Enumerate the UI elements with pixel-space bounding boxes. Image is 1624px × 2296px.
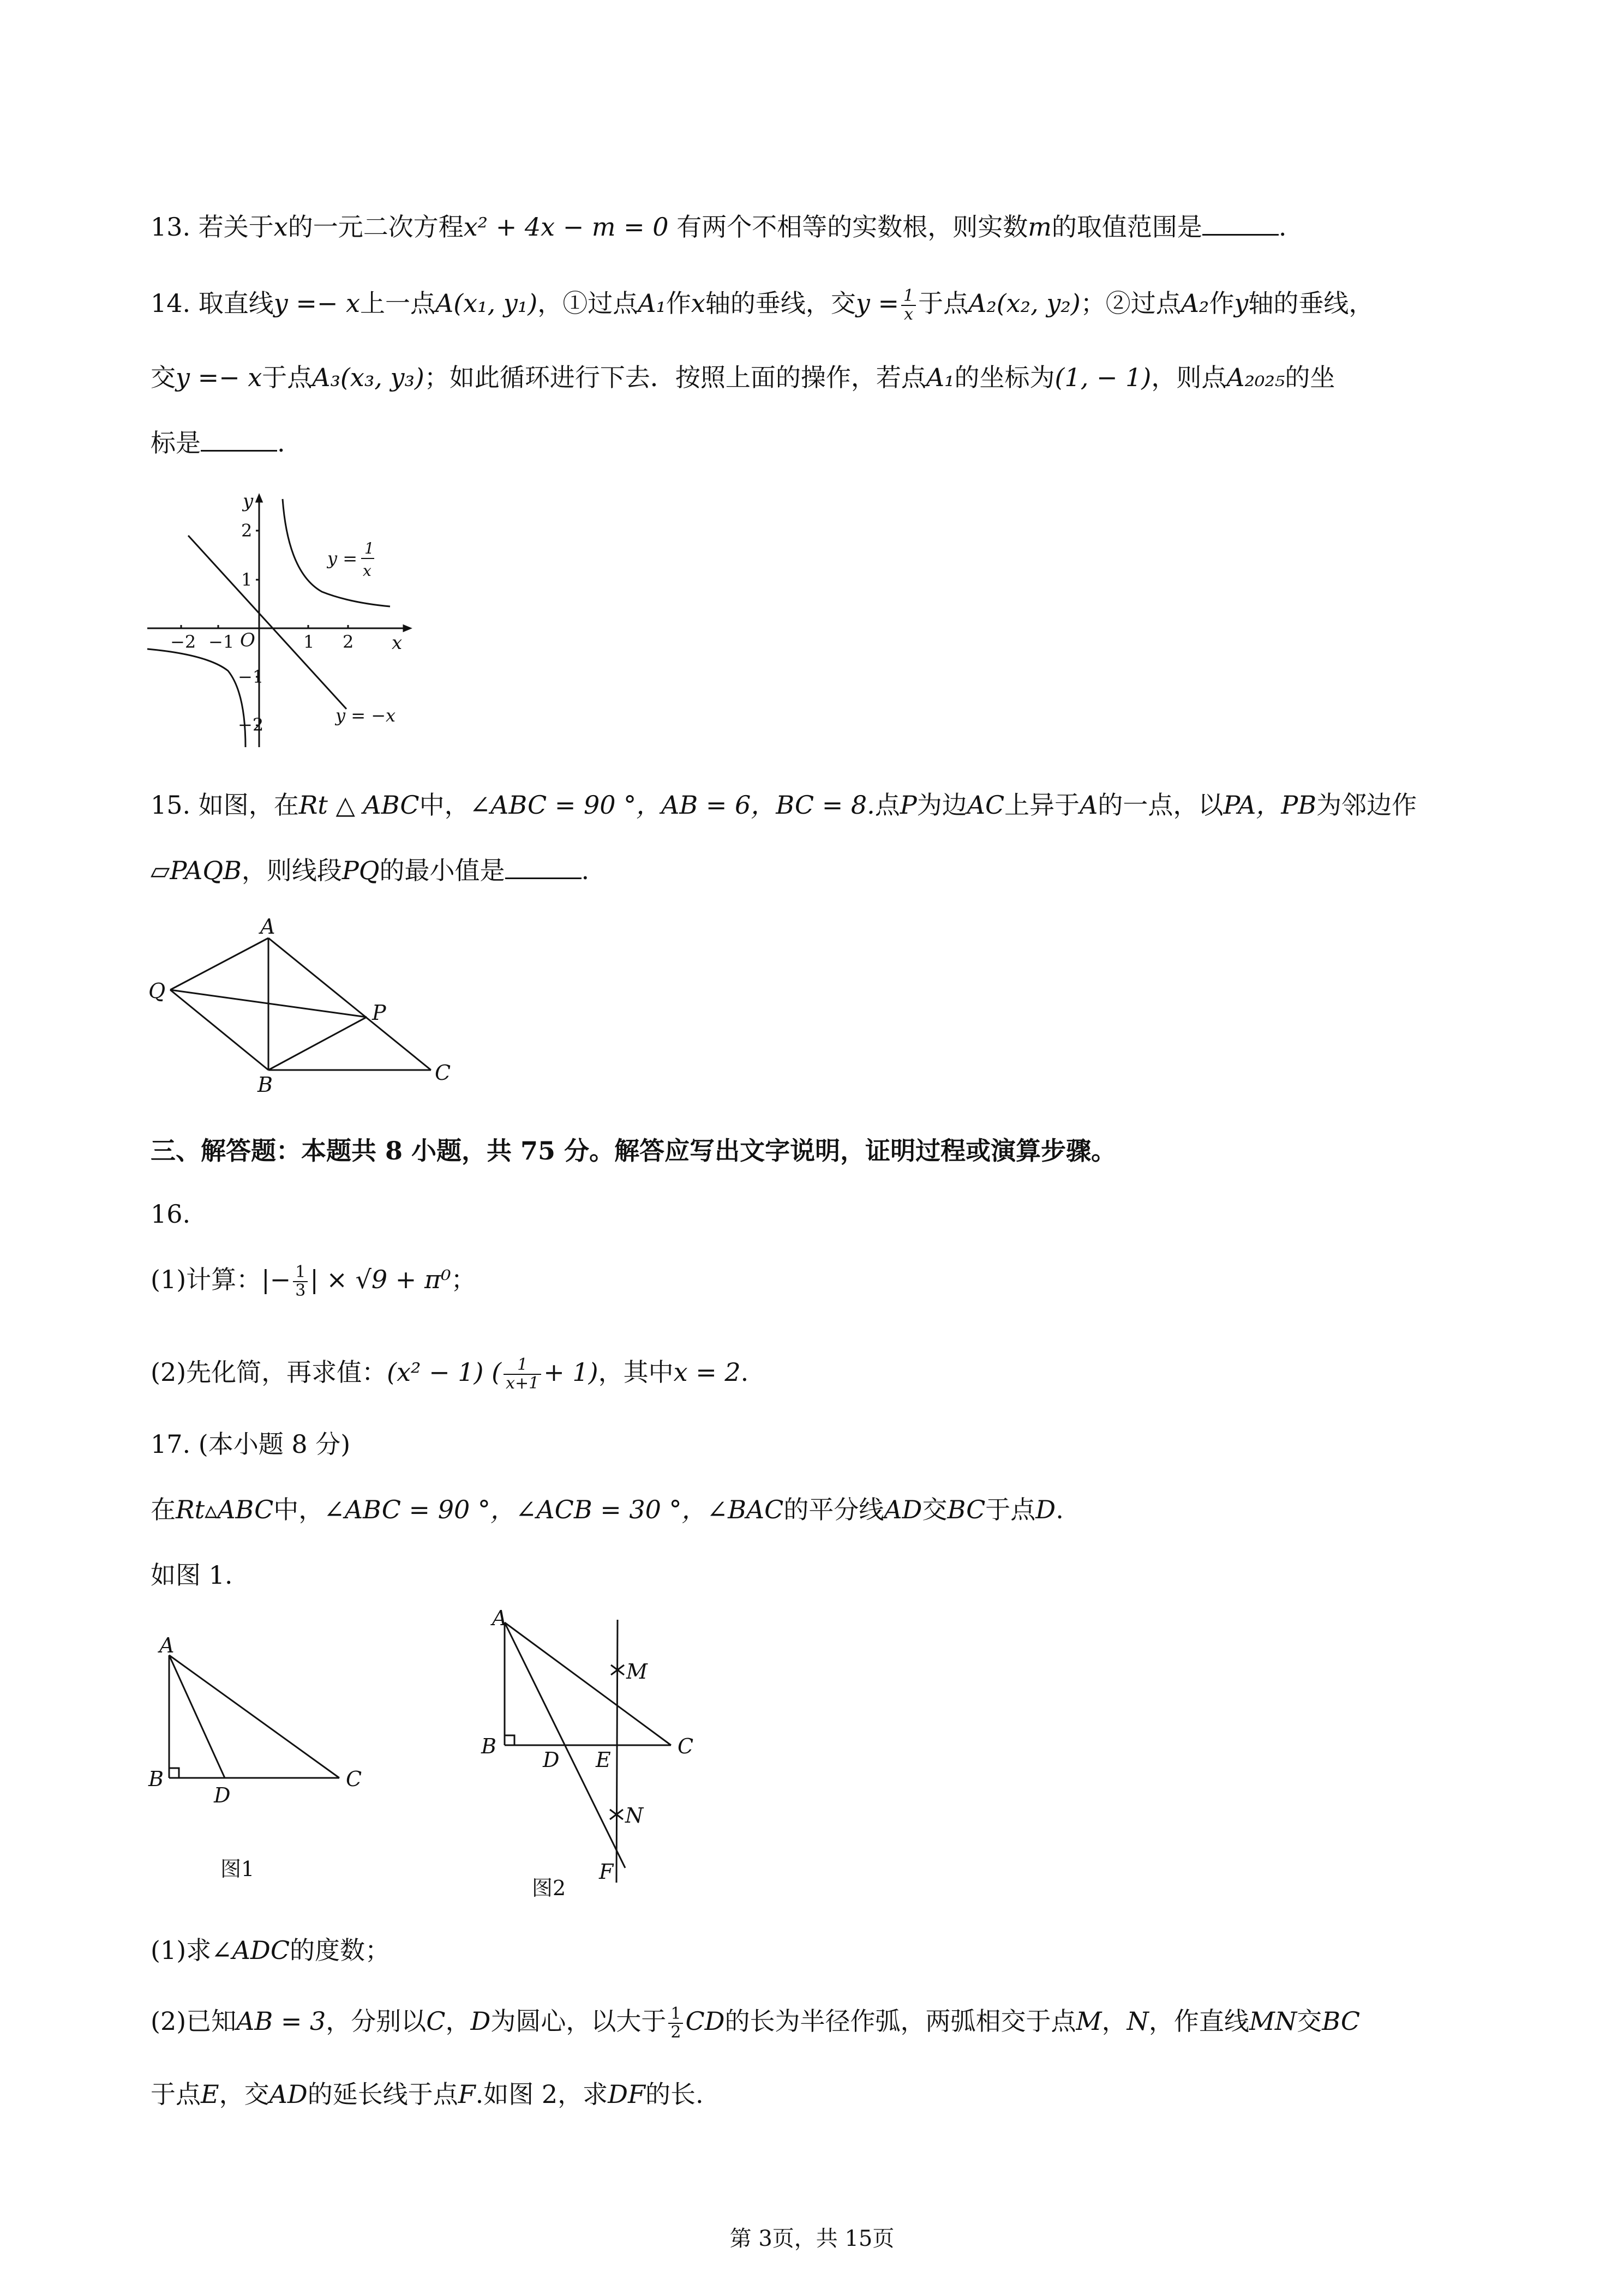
answer-blank[interactable] [505,855,582,879]
q14-math: A₁ [926,363,955,392]
q17-text: ， [445,2006,471,2036]
q14-text: ，①过点 [537,288,638,318]
point-B-label: B [481,1734,496,1758]
q17-text: 的平分线 [783,1495,884,1524]
frac-den: x [904,305,913,324]
frac-den: 3 [295,1281,306,1300]
q13-end: . [1278,212,1287,242]
origin-label: O [240,629,255,651]
q16-fraction [504,1356,541,1392]
q17-text: 的长. [645,2079,704,2109]
q17-text: ，分别以 [326,2006,427,2036]
point-F-label: F [599,1860,614,1884]
q14-fraction [901,287,916,323]
q16-text: (2)先化简，再求值： [151,1357,387,1387]
q17-math: AB = 3 [236,2006,326,2036]
q14-line-1 [151,287,1374,323]
q16-math: x = 2 [673,1357,741,1387]
point-C-label: C [346,1767,362,1791]
q17-math: ∠ADC [211,1936,290,1965]
section-heading [151,1134,1116,1167]
q14-math: y [1234,288,1249,318]
q14-math: (1, − 1) [1054,363,1152,392]
tick-label: −1 [208,632,235,652]
point-A-label: A [159,1633,175,1657]
q16-text: (1)计算： [151,1265,262,1294]
q17-line-1 [151,1493,1064,1526]
section-heading-text: 三、解答题：本题共 8 小题，共 75 分。解答应写出文字说明，证明过程或演算步骤。 [151,1136,1117,1165]
y-axis-arrow [256,495,262,502]
q15-text: 中， [419,790,470,820]
q17-text: ，作直线 [1148,2006,1249,2036]
q14-text: 于点 [918,288,969,318]
q15-end: . [581,856,590,885]
q17-math: F [458,2079,476,2109]
right-angle-mark [169,1768,179,1778]
q17-head: 17. (本小题 8 分) [151,1429,351,1459]
q14-text: 14. 取直线 [151,288,274,318]
q14-text: 作 [1209,288,1235,318]
q17-math: E [201,2079,219,2109]
q16-text: ，其中 [598,1357,674,1387]
q13-text: 有两个不相等的实数根，则实数 [668,212,1028,242]
q14-text: 轴的垂线，交 [705,288,856,318]
line-label: y = −x [335,705,396,726]
point-D-label: D [214,1783,231,1807]
q16-math: |− [261,1265,291,1294]
q17-math: N [1126,2006,1149,2036]
q14-graph [142,491,426,753]
q17-math: DF [608,2079,645,2109]
q15-text: 的一点，以 [1098,790,1224,820]
q13-line [151,211,1286,243]
q17-text: ，交 [219,2079,269,2109]
point-N-label: N [625,1804,644,1828]
figure-caption: 图1 [220,1857,255,1881]
q17-figure-1 [143,1631,372,1887]
point-B-label: B [257,1073,273,1096]
q17-math: CD [685,2006,725,2036]
q14-text: 轴的垂线， [1248,288,1374,318]
q15-math: A [1080,790,1098,820]
figure-caption: 图2 [532,1876,566,1898]
q17-math: AD [884,1495,922,1524]
q16-num: 16. [151,1199,191,1229]
q17-math: C [426,2006,446,2036]
q15-math: ▱PAQB [151,856,242,885]
q17-text: 在 [151,1495,176,1524]
point-C-label: C [678,1734,694,1758]
q14-math: y =− x [273,288,361,318]
q14-math: A₂ [1180,288,1209,318]
q17-math: ∠ABC = 90 °，∠ACB = 30 °，∠BAC [323,1495,784,1524]
q13-text: 13. 若关于 [151,212,274,242]
q13-var-x: x [273,212,288,242]
q14-math: A₁ [638,288,666,318]
q17-math: MN [1249,2006,1297,2036]
frac-num: 1 [668,2005,683,2024]
q17-text: 的度数； [290,1936,391,1965]
q14-text: 于点 [262,363,313,392]
frac-den: 2 [670,2023,681,2042]
q17-line-2 [151,1559,233,1591]
point-A-label: A [260,916,275,939]
q15-math: PQ [341,856,380,885]
q14-math: y = [855,288,899,318]
q14-text: 的坐标为 [954,363,1055,392]
q14-math: A₃(x₃, y₃) [312,363,424,392]
curve-label-den: x [363,562,371,580]
point-A-label: A [492,1606,507,1630]
q16-math: + 1) [543,1357,598,1387]
q17-math: D [470,2006,491,2036]
q13-text: 的一元二次方程 [287,212,464,242]
q14-text: 标是 [151,428,201,458]
segment-AC [169,1655,339,1778]
q17-part-1 [151,1934,390,1967]
segment-QA [170,938,268,990]
q17-text: (2)已知 [151,2006,237,2036]
q16-fraction [293,1264,308,1300]
point-Q-label: Q [148,979,166,1003]
q17-text: 如图 1. [151,1560,233,1590]
q17-math: Rt▵ABC [176,1495,274,1524]
q17-text: 交 [922,1495,948,1524]
q14-text: 上一点 [360,288,436,318]
q17-figure-2 [480,1603,720,1898]
answer-blank[interactable] [201,427,277,452]
q15-math: P [900,790,917,820]
q14-end: . [277,428,285,458]
frac-num: 1 [901,287,916,306]
q17-math: AD [269,2079,308,2109]
q15-text: ，则线段 [241,856,342,885]
x-axis-arrow [404,626,410,631]
q14-math: A₂₀₂₅ [1226,363,1285,392]
q14-math: A(x₁, y₁) [435,288,538,318]
y-axis-label: y [243,491,254,512]
q17-math: BC [1322,2006,1361,2036]
q17-text: ， [1101,2006,1127,2036]
q15-math: AC [967,790,1005,820]
q13-var-m: m [1028,212,1052,242]
q17-fraction [668,2005,683,2041]
x-axis-label: x [392,632,403,654]
q14-text: ，则点 [1151,363,1227,392]
q17-text: 的长为半径作弧，两弧相交于点 [724,2006,1076,2036]
point-C-label: C [435,1061,451,1085]
tick-label: −2 [238,714,264,735]
segment-AD [169,1655,225,1778]
frac-den: x+1 [506,1374,540,1393]
q17-math: BC [947,1495,986,1524]
q17-text: 于点 [151,2079,201,2109]
q15-figure [143,916,470,1096]
point-D-label: D [543,1748,560,1772]
q14-text: ；②过点 [1080,288,1181,318]
q15-math: ∠ABC = 90 °，AB = 6，BC = 8. [469,790,875,820]
frac-num: 1 [504,1356,541,1375]
curve-label-num: 1 [364,539,374,557]
tick-label: 2 [343,632,354,652]
curve-label: y = [327,548,358,569]
tick-label: −1 [238,666,264,687]
q15-text: 点 [874,790,900,820]
q17-text: .如图 2，求 [475,2079,608,2109]
line-y-neg-x [188,536,346,709]
tick-label: 2 [241,520,253,541]
tick-label: 1 [241,569,253,590]
right-angle-mark [505,1735,514,1745]
q15-math: Rt △ ABC [298,790,420,820]
hyperbola-branch-2 [147,649,245,747]
tick-label: 1 [303,632,315,652]
q17-text: 的延长线于点 [307,2079,458,2109]
q16-text: . [740,1357,749,1387]
segment-AC [505,1622,671,1745]
segment-AC [268,938,431,1070]
q14-text: ；如此循环进行下去．按照上面的操作，若点 [424,363,926,392]
q16-math: (x² − 1) ( [387,1357,502,1387]
q17-text: 为圆心，以大于 [490,2006,667,2036]
q17-text: 于点 [985,1495,1036,1524]
point-P-label: P [372,1001,386,1025]
q16-part-2 [151,1356,748,1392]
q15-text: 的最小值是 [379,856,505,885]
q16-text: ； [451,1265,476,1294]
q17-part-2 [151,2005,1360,2041]
q14-math: y =− x [176,363,262,392]
point-M-label: M [626,1660,648,1684]
answer-blank[interactable] [1202,211,1279,236]
q17-text: 交 [1297,2006,1322,2036]
q14-math: x [691,288,705,318]
q17-part-2-cont [151,2078,704,2111]
line-MN [616,1620,618,1883]
q15-text: 上异于 [1004,790,1080,820]
frac-num: 1 [293,1264,308,1282]
q15-text: 为边 [916,790,967,820]
q14-text: 交 [151,363,176,392]
tick-label: −2 [170,632,196,652]
segment-PB [268,1017,367,1070]
q16-math: | × √9 + π⁰ [310,1265,451,1294]
q14-line-3 [151,426,285,459]
q17-math: D [1035,1495,1056,1524]
q15-math: PA，PB [1223,790,1317,820]
q15-text: 15. 如图，在 [151,790,299,820]
q16-part-1 [151,1263,476,1300]
q15-text: 为邻边作 [1316,790,1417,820]
q15-line-1 [151,789,1417,821]
q14-math: A₂(x₂, y₂) [968,288,1081,318]
q15-line-2 [151,854,589,887]
point-E-label: E [596,1748,611,1772]
q17-text: . [1056,1495,1064,1524]
q14-text: 的坐 [1285,363,1335,392]
q13-text: 的取值范围是 [1051,212,1202,242]
q17-math: M [1076,2006,1102,2036]
q14-line-2 [151,361,1335,394]
point-B-label: B [148,1767,164,1791]
q17-heading [151,1428,350,1460]
q13-equation: x² + 4x − m = 0 [463,212,669,242]
q14-text: 作 [666,288,691,318]
q16-number [151,1198,190,1230]
page-footer: 第 3页，共 15页 [729,2226,895,2251]
q17-text: 中， [273,1495,324,1524]
q17-text: (1)求 [151,1936,212,1965]
